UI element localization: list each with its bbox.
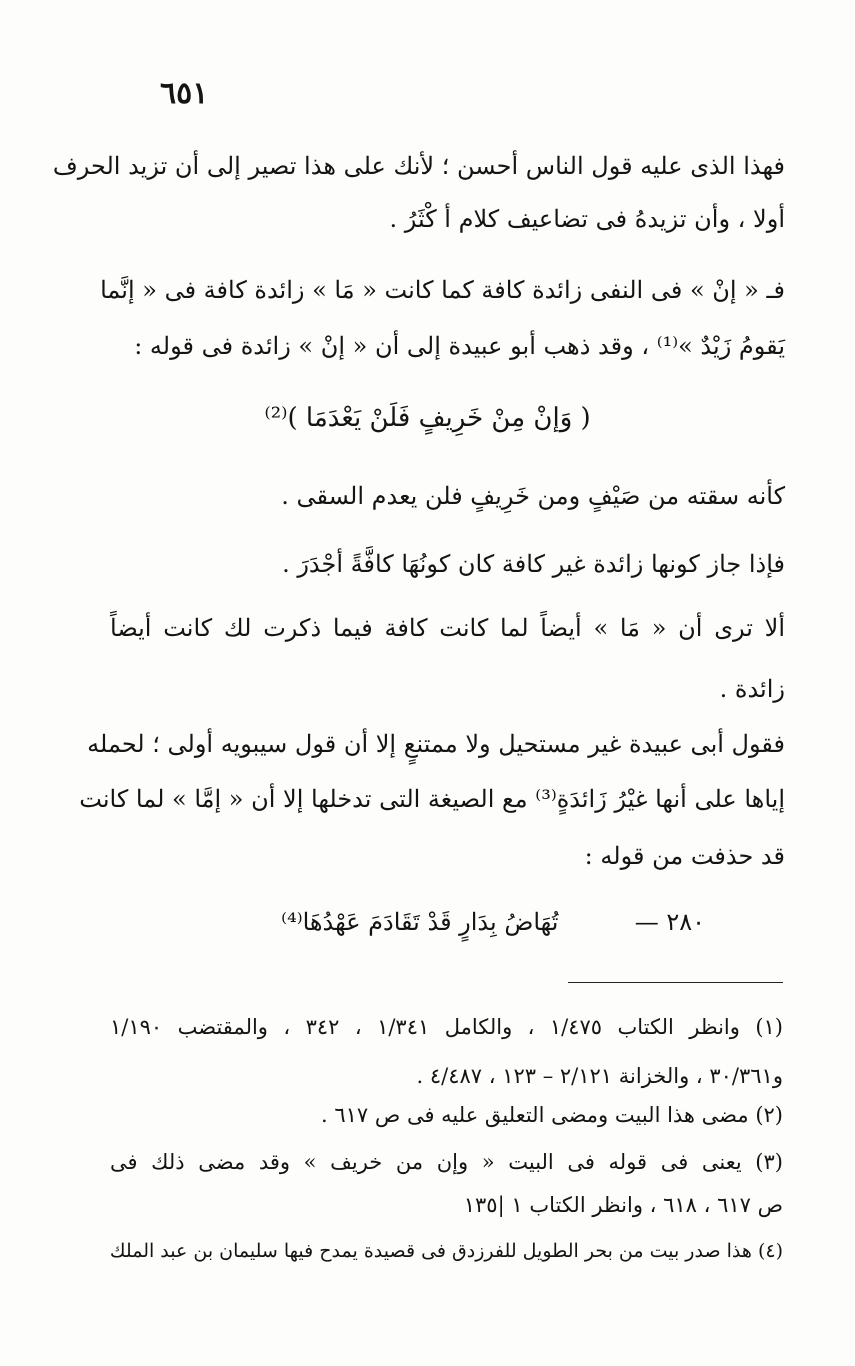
- footnote-line: (٢) مضى هذا البيت ومضى التعليق عليه فى ص ٦١٧ .: [321, 1103, 783, 1127]
- verse-line: ٢٨٠ — تُهَاضُ بِدَارٍ قَدْ تَقَادَمَ عَهْدُهَا⁽⁴⁾: [281, 908, 705, 936]
- body-line: يَقومُ زَيْدٌ »⁽¹⁾ ، وقد ذهب أبو عبيدة إلى أن « إنْ » زائدة فى قوله :: [134, 332, 785, 360]
- verse-line: ( وَإنْ مِنْ خَرِيفٍ فَلَنْ يَعْدَمَا )⁽²⁾: [264, 403, 591, 433]
- body-line: فقول أبى عبيدة غير مستحيل ولا ممتنعٍ إلا أن قول سيبويه أولى ؛ لحمله: [87, 730, 785, 758]
- footnote-line: (٤) هذا صدر بيت من بحر الطويل للفرزدق فى قصيدة يمدح فيها سليمان بن عبد الملك: [109, 1240, 783, 1262]
- footnote-line: (١) وانظر الكتاب ١/٤٧٥ ، والكامل ١/٣٤١ ، ٣٤٢ ، والمقتضب ١/١٩٠: [110, 1015, 783, 1039]
- footnote-line: ص ٦١٧ ، ٦١٨ ، وانظر الكتاب ١ |١٣٥: [463, 1193, 783, 1217]
- body-line: زائدة .: [719, 675, 785, 703]
- body-line: فـ « إنْ » فى النفى زائدة كافة كما كانت « مَا » زائدة كافة فى « إنَّما: [100, 276, 785, 304]
- footnote-line: و٣٠/٣٦١ ، والخزانة ٢/١٢١ – ١٢٣ ، ٤/٤٨٧ .: [416, 1064, 783, 1088]
- body-line: قد حذفت من قوله :: [584, 842, 785, 870]
- page-number: ٦٥١: [160, 76, 209, 111]
- footnote-line: (٣) يعنى فى قوله فى البيت « وإن من خريف » وقد مضى ذلك فى: [110, 1150, 783, 1174]
- body-line: كأنه سقته من صَيْفٍ ومن خَرِيفٍ فلن يعدم السقى .: [281, 482, 785, 510]
- body-line: أولا ، وأن تزيدهُ فى تضاعيف كلام أ كْثَرُ .: [389, 205, 785, 233]
- body-line: فإذا جاز كونها زائدة غير كافة كان كونُهَا كافَّةً أجْدَرَ .: [282, 550, 785, 578]
- body-line: ألا ترى أن « مَا » أيضاً لما كانت كافة فيما ذكرت لك كانت أيضاً: [110, 614, 785, 642]
- body-line: فهذا الذى عليه قول الناس أحسن ؛ لأنك على هذا تصير إلى أن تزيد الحرف: [52, 152, 785, 180]
- body-line: إياها على أنها غيْرُ زَائدَةٍ⁽³⁾ مع الصيغة التى تدخلها إلا أن « إمَّا » لما كانت: [79, 785, 785, 813]
- footnote-divider: [568, 982, 783, 983]
